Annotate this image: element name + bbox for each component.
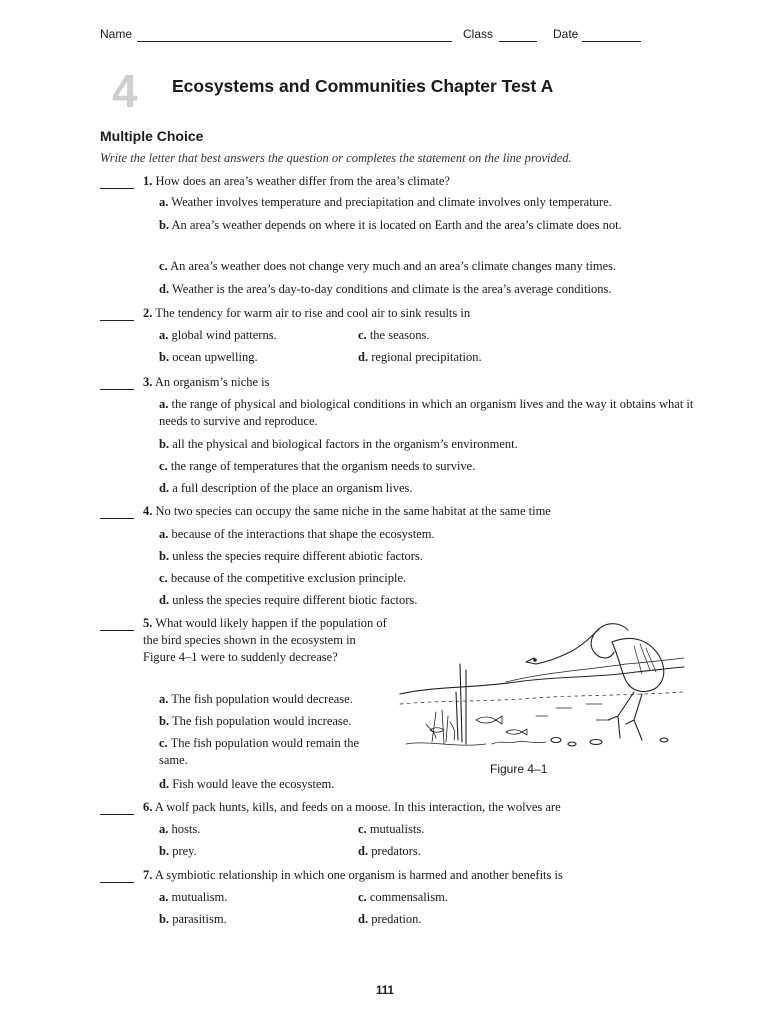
question-text: An organism’s niche is [154, 375, 270, 389]
option-text: a full description of the place an organism lives. [172, 481, 413, 495]
question-6 [143, 799, 561, 816]
question-7 [143, 867, 563, 884]
option-letter: a. [159, 195, 169, 209]
option-1a [159, 194, 612, 211]
option-letter: c. [159, 259, 168, 273]
option-letter: c. [358, 328, 367, 342]
option-6b [159, 843, 197, 860]
option-text: predators. [371, 844, 421, 858]
question-text: A symbiotic relationship in which one organism is harmed and another benefits is [154, 868, 563, 882]
date-line[interactable] [582, 41, 641, 42]
option-letter: c. [159, 736, 168, 750]
option-7c [358, 889, 448, 906]
option-letter: c. [358, 890, 367, 904]
option-text: The fish population would remain the same. [159, 736, 360, 767]
option-text: unless the species require different abiotic factors. [172, 549, 423, 563]
option-text: the range of physical and biological conditions in which an organism lives and the way it obtains what it needs to survive and reproduce. [159, 397, 694, 428]
option-6d [358, 843, 421, 860]
question-text: No two species can occupy the same niche in the same habitat at the same time [155, 504, 551, 518]
option-text: predation. [371, 912, 422, 926]
class-line[interactable] [499, 41, 537, 42]
question-text: What would likely happen if the population of the bird species shown in the ecosystem in Figure 4–1 were to suddenly decrease? [143, 616, 387, 664]
option-letter: d. [358, 350, 369, 364]
page-number: 111 [376, 985, 394, 997]
option-1b [159, 217, 689, 234]
option-letter: a. [159, 328, 169, 342]
option-5d [159, 776, 334, 793]
option-letter: a. [159, 397, 169, 411]
option-text: mutualism. [171, 890, 228, 904]
option-text: unless the species require different biotic factors. [172, 593, 418, 607]
option-2d [358, 349, 482, 366]
option-text: An area’s weather does not change very much and an area’s climate changes many times. [170, 259, 617, 273]
option-text: The fish population would increase. [171, 714, 352, 728]
answer-blank-7[interactable] [100, 882, 134, 883]
name-label: Name [100, 27, 133, 41]
question-1 [143, 173, 450, 190]
option-text: commensalism. [369, 890, 448, 904]
option-3a [159, 396, 694, 430]
option-text: because of the interactions that shape the ecosystem. [171, 527, 435, 541]
option-text: all the physical and biological factors in the organism’s environment. [172, 437, 518, 451]
answer-blank-6[interactable] [100, 814, 134, 815]
option-4a [159, 526, 435, 543]
option-text: because of the competitive exclusion principle. [170, 571, 407, 585]
option-3c [159, 458, 475, 475]
question-text: A wolf pack hunts, kills, and feeds on a moose. In this interaction, the wolves are [154, 800, 561, 814]
option-text: Weather involves temperature and preciapitation and climate involves only temperature. [171, 195, 612, 209]
option-5b [159, 713, 351, 730]
answer-blank-1[interactable] [100, 188, 134, 189]
option-4b [159, 548, 423, 565]
option-letter: c. [159, 571, 168, 585]
figure-caption: Figure 4–1 [490, 762, 548, 776]
option-text: hosts. [171, 822, 201, 836]
option-text: Fish would leave the ecosystem. [172, 777, 335, 791]
question-number: 5. [143, 616, 153, 630]
option-2a [159, 327, 277, 344]
answer-blank-3[interactable] [100, 389, 134, 390]
option-text: Weather is the area’s day-to-day conditions and climate is the area’s average conditions. [171, 282, 612, 296]
option-6a [159, 821, 200, 838]
option-5c [159, 735, 379, 769]
option-text: prey. [172, 844, 197, 858]
question-3 [143, 374, 270, 391]
option-text: ocean upwelling. [172, 350, 258, 364]
question-4 [143, 503, 551, 520]
question-text: The tendency for warm air to rise and cool air to sink results in [155, 306, 471, 320]
option-letter: c. [358, 822, 367, 836]
option-letter: b. [159, 218, 170, 232]
option-letter: d. [159, 481, 170, 495]
option-6c [358, 821, 424, 838]
option-letter: b. [159, 912, 170, 926]
question-number: 3. [143, 375, 153, 389]
option-letter: b. [159, 549, 170, 563]
option-text: The fish population would decrease. [171, 692, 353, 706]
question-2 [143, 305, 470, 322]
answer-blank-5[interactable] [100, 630, 134, 631]
question-number: 7. [143, 868, 153, 882]
option-text: the seasons. [369, 328, 430, 342]
chapter-number: 4 [112, 65, 138, 117]
option-letter: c. [159, 459, 168, 473]
answer-blank-4[interactable] [100, 518, 134, 519]
option-letter: d. [159, 593, 170, 607]
option-letter: d. [358, 844, 369, 858]
answer-blank-2[interactable] [100, 320, 134, 321]
option-7a [159, 889, 227, 906]
heron-illustration [396, 612, 686, 754]
option-1d [159, 281, 611, 298]
option-letter: a. [159, 822, 169, 836]
class-label: Class [463, 27, 494, 41]
option-letter: b. [159, 844, 170, 858]
option-text: mutualists. [369, 822, 425, 836]
page-title: Ecosystems and Communities Chapter Test A [172, 76, 554, 96]
option-text: the range of temperatures that the organism needs to survive. [170, 459, 476, 473]
name-line[interactable] [137, 41, 452, 42]
option-4d [159, 592, 417, 609]
option-2c [358, 327, 430, 344]
option-letter: d. [358, 912, 369, 926]
question-number: 2. [143, 306, 153, 320]
instructions: Write the letter that best answers the question or completes the statement on the line provided. [100, 151, 572, 165]
question-5 [143, 615, 388, 666]
option-text: global wind patterns. [171, 328, 277, 342]
option-3b [159, 436, 518, 453]
option-letter: b. [159, 437, 170, 451]
option-letter: d. [159, 777, 170, 791]
option-7b [159, 911, 227, 928]
section-heading: Multiple Choice [100, 128, 204, 144]
date-label: Date [553, 27, 579, 41]
option-letter: d. [159, 282, 170, 296]
option-2b [159, 349, 258, 366]
option-letter: b. [159, 350, 170, 364]
question-number: 6. [143, 800, 153, 814]
option-7d [358, 911, 422, 928]
option-text: regional precipitation. [371, 350, 482, 364]
option-4c [159, 570, 406, 587]
option-5a [159, 691, 353, 708]
option-letter: a. [159, 527, 169, 541]
option-letter: b. [159, 714, 170, 728]
option-text: parasitism. [172, 912, 227, 926]
option-1c [159, 258, 616, 275]
option-text: An area’s weather depends on where it is located on Earth and the area’s climate does not. [171, 218, 622, 232]
question-text: How does an area’s weather differ from the area’s climate? [155, 174, 450, 188]
question-number: 1. [143, 174, 153, 188]
option-3d [159, 480, 413, 497]
question-number: 4. [143, 504, 153, 518]
option-letter: a. [159, 692, 169, 706]
option-letter: a. [159, 890, 169, 904]
